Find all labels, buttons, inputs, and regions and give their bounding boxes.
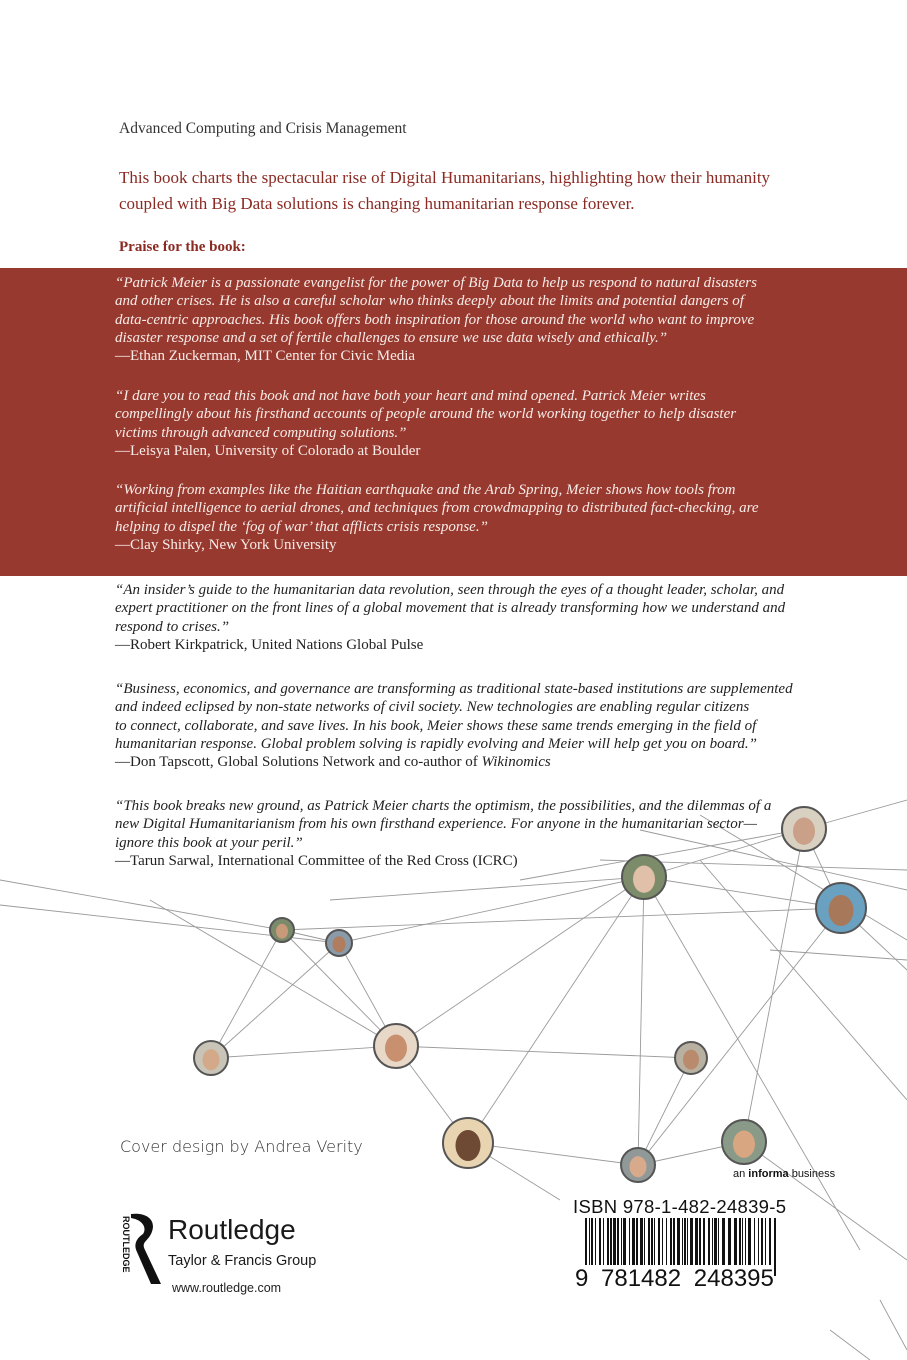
network-edge <box>644 877 841 908</box>
barcode-bar <box>666 1218 667 1266</box>
barcode-bar <box>589 1218 590 1266</box>
barcode-bar <box>613 1218 616 1266</box>
praise-heading: Praise for the book: <box>119 239 246 255</box>
quote-attribution: —Tarun Sarwal, International Committee of the Red Cross (ICRC) <box>115 852 518 869</box>
quote-line: humanitarian response. Global problem solving is rapidly evolving and Meier will help get you on board.” <box>115 735 758 752</box>
barcode-bar <box>712 1218 713 1266</box>
barcode-bar <box>629 1218 630 1266</box>
praise-band <box>0 268 907 576</box>
quote-line: victims through advanced computing solutions.” <box>115 424 407 441</box>
quote-block <box>115 481 759 555</box>
isbn: ISBN 978-1-482-24839-5 <box>573 1196 787 1217</box>
quote-block <box>115 387 736 461</box>
barcode-bar <box>699 1218 701 1266</box>
barcode-bar <box>748 1218 751 1266</box>
avatar <box>722 1120 766 1164</box>
barcode-bar <box>774 1218 776 1276</box>
barcode-bar <box>765 1218 766 1266</box>
barcode-bar <box>670 1218 672 1266</box>
quote-line: “Working from examples like the Haitian earthquake and the Arab Spring, Meier shows how tools from <box>115 482 736 498</box>
barcode-bar <box>677 1218 680 1266</box>
barcode-bar <box>603 1218 604 1266</box>
network-edge <box>880 1300 907 1350</box>
barcode-bar <box>662 1218 663 1266</box>
barcode-bar <box>684 1218 686 1266</box>
quote-line: helping to dispel the ‘fog of war’ that afflicts crisis response.” <box>115 518 488 535</box>
barcode-bar <box>607 1218 609 1266</box>
barcode-bar <box>591 1218 593 1266</box>
barcode-bar <box>654 1218 655 1266</box>
network-edge <box>638 877 644 1165</box>
quote-line: and other crises. He is also a careful scholar who thinks deeply about the limits and potential dangers of <box>115 293 744 310</box>
barcode-bar <box>703 1218 705 1266</box>
barcode-bar <box>734 1218 737 1266</box>
quote-attribution: —Ethan Zuckerman, MIT Center for Civic Media <box>115 348 416 365</box>
quote-attribution: —Leisya Palen, University of Colorado at Boulder <box>115 442 421 459</box>
barcode-bar <box>658 1218 660 1266</box>
avatar <box>782 807 826 851</box>
quote-line: respond to crises.” <box>115 618 230 635</box>
blurb-line: This book charts the spectacular rise of Digital Humanitarians, highlighting how their humanity <box>119 168 771 187</box>
barcode-bar <box>623 1218 626 1266</box>
network-edge <box>339 877 644 943</box>
quote-line: to connect, collaborate, and save lives. In his book, Meier shows these same trends emerging in the field of <box>115 717 757 734</box>
quote-line: compellingly about his firsthand accounts of people around the world working together to help disaster <box>115 406 737 423</box>
quote-line: new Digital Humanitarianism from his own firsthand experience. For anyone in the humanitarian sector— <box>115 816 757 833</box>
publisher-group: Taylor & Francis Group <box>168 1253 317 1269</box>
publisher-name: Routledge <box>168 1214 296 1245</box>
barcode-bar <box>695 1218 698 1266</box>
avatar <box>326 930 352 956</box>
barcode-bar <box>673 1218 675 1266</box>
quote-block <box>115 274 757 366</box>
barcode-bar <box>718 1218 719 1266</box>
routledge-logo-icon <box>115 1212 165 1287</box>
barcode-bar <box>690 1218 693 1266</box>
quote-line: “This book breaks new ground, as Patrick Meier charts the optimism, the possibilities, and the dilemmas of a <box>115 798 772 814</box>
barcode-bar <box>758 1218 759 1266</box>
barcode-bar <box>745 1218 746 1266</box>
quote-line: and indeed eclipsed by non-state networks of civil society. New technologies are enabling regular citizens <box>115 699 750 716</box>
network-edge <box>700 860 907 1100</box>
quote-attribution: —Robert Kirkpatrick, United Nations Global Pulse <box>115 636 424 653</box>
barcode-bar <box>617 1218 619 1266</box>
quote-line: “I dare you to read this book and not have both your heart and mind opened. Patrick Meier writes <box>115 388 706 404</box>
avatar <box>374 1024 418 1068</box>
network-edge <box>830 1330 870 1360</box>
informa-tagline <box>733 1168 835 1180</box>
barcode-bar <box>636 1218 638 1266</box>
quote-line: disaster response and a set of fertile challenges to ensure we use data wisely and ethically.” <box>115 329 668 346</box>
barcode-bar <box>644 1218 645 1266</box>
barcode-bar <box>739 1218 741 1266</box>
avatar <box>816 883 866 933</box>
quote-line: expert practitioner on the front lines of a global movement that is already transforming how we understand and <box>115 600 786 617</box>
network-edge <box>396 1046 691 1058</box>
avatar <box>675 1042 707 1074</box>
barcode-bar <box>687 1218 688 1266</box>
barcode-bar <box>599 1218 601 1266</box>
network-edge <box>744 829 804 1142</box>
attribution-text: —Don Tapscott, Global Solutions Network and co-author of <box>115 754 482 771</box>
quote-block <box>115 680 793 772</box>
network-edge <box>330 877 644 900</box>
barcode-bar <box>714 1218 717 1266</box>
tagline-suffix: business <box>788 1168 836 1180</box>
avatar <box>194 1041 228 1075</box>
barcode-bar <box>621 1218 622 1266</box>
barcode-bar <box>632 1218 635 1266</box>
network-edge <box>211 930 282 1058</box>
barcode-bar <box>648 1218 650 1266</box>
logo-text: ROUTLEDGE <box>121 1216 131 1273</box>
barcode-bar <box>761 1218 763 1266</box>
quote-attribution: —Clay Shirky, New York University <box>115 536 337 553</box>
barcode-bar <box>754 1218 755 1266</box>
publisher-url[interactable]: www.routledge.com <box>172 1281 282 1295</box>
quote-block <box>115 581 785 655</box>
quote-block <box>115 797 771 871</box>
series-title: Advanced Computing and Crisis Management <box>119 120 407 137</box>
quote-line: data-centric approaches. His book offers both inspiration for those around the world who want to improve <box>115 311 755 328</box>
avatar <box>270 918 294 942</box>
quote-line: “Business, economics, and governance are transforming as traditional state-based institutions are supplemented <box>115 681 793 697</box>
avatar <box>443 1118 493 1168</box>
tagline-prefix: an <box>733 1168 749 1180</box>
network-edge <box>211 1046 396 1058</box>
barcode-bar <box>769 1218 771 1266</box>
barcode-bar <box>708 1218 710 1266</box>
cover-credit: Cover design by Andrea Verity <box>120 1137 363 1156</box>
barcode-bar <box>640 1218 643 1266</box>
tagline-brand: informa <box>748 1168 789 1180</box>
quote-line: ignore this book at your peril.” <box>115 834 303 851</box>
barcode-bar <box>610 1218 612 1266</box>
quote-attribution <box>115 753 793 772</box>
network-edge <box>396 877 644 1046</box>
avatar <box>621 1148 655 1182</box>
book-title: Wikinomics <box>481 754 551 771</box>
quote-line: “Patrick Meier is a passionate evangelist for the power of Big Data to help us respond to natural disasters <box>115 275 757 291</box>
barcode-bar <box>722 1218 725 1266</box>
ean-digits: 9 781482 248395 <box>575 1265 774 1292</box>
quote-line: “An insider’s guide to the humanitarian data revolution, seen through the eyes of a thought leader, scholar, and <box>115 582 785 598</box>
quote-line: artificial intelligence to aerial drones, and techniques from crowdmapping to distributed fact-checking, are <box>115 500 759 517</box>
barcode-bar <box>728 1218 731 1266</box>
network-edge <box>0 880 282 930</box>
blurb-line: coupled with Big Data solutions is changing humanitarian response forever. <box>119 194 635 213</box>
network-edge <box>770 950 907 960</box>
blurb <box>119 165 770 217</box>
barcode-bar <box>651 1218 653 1266</box>
barcode-bar <box>595 1218 596 1266</box>
ean-number <box>575 1265 774 1293</box>
barcode-bar <box>742 1218 743 1266</box>
